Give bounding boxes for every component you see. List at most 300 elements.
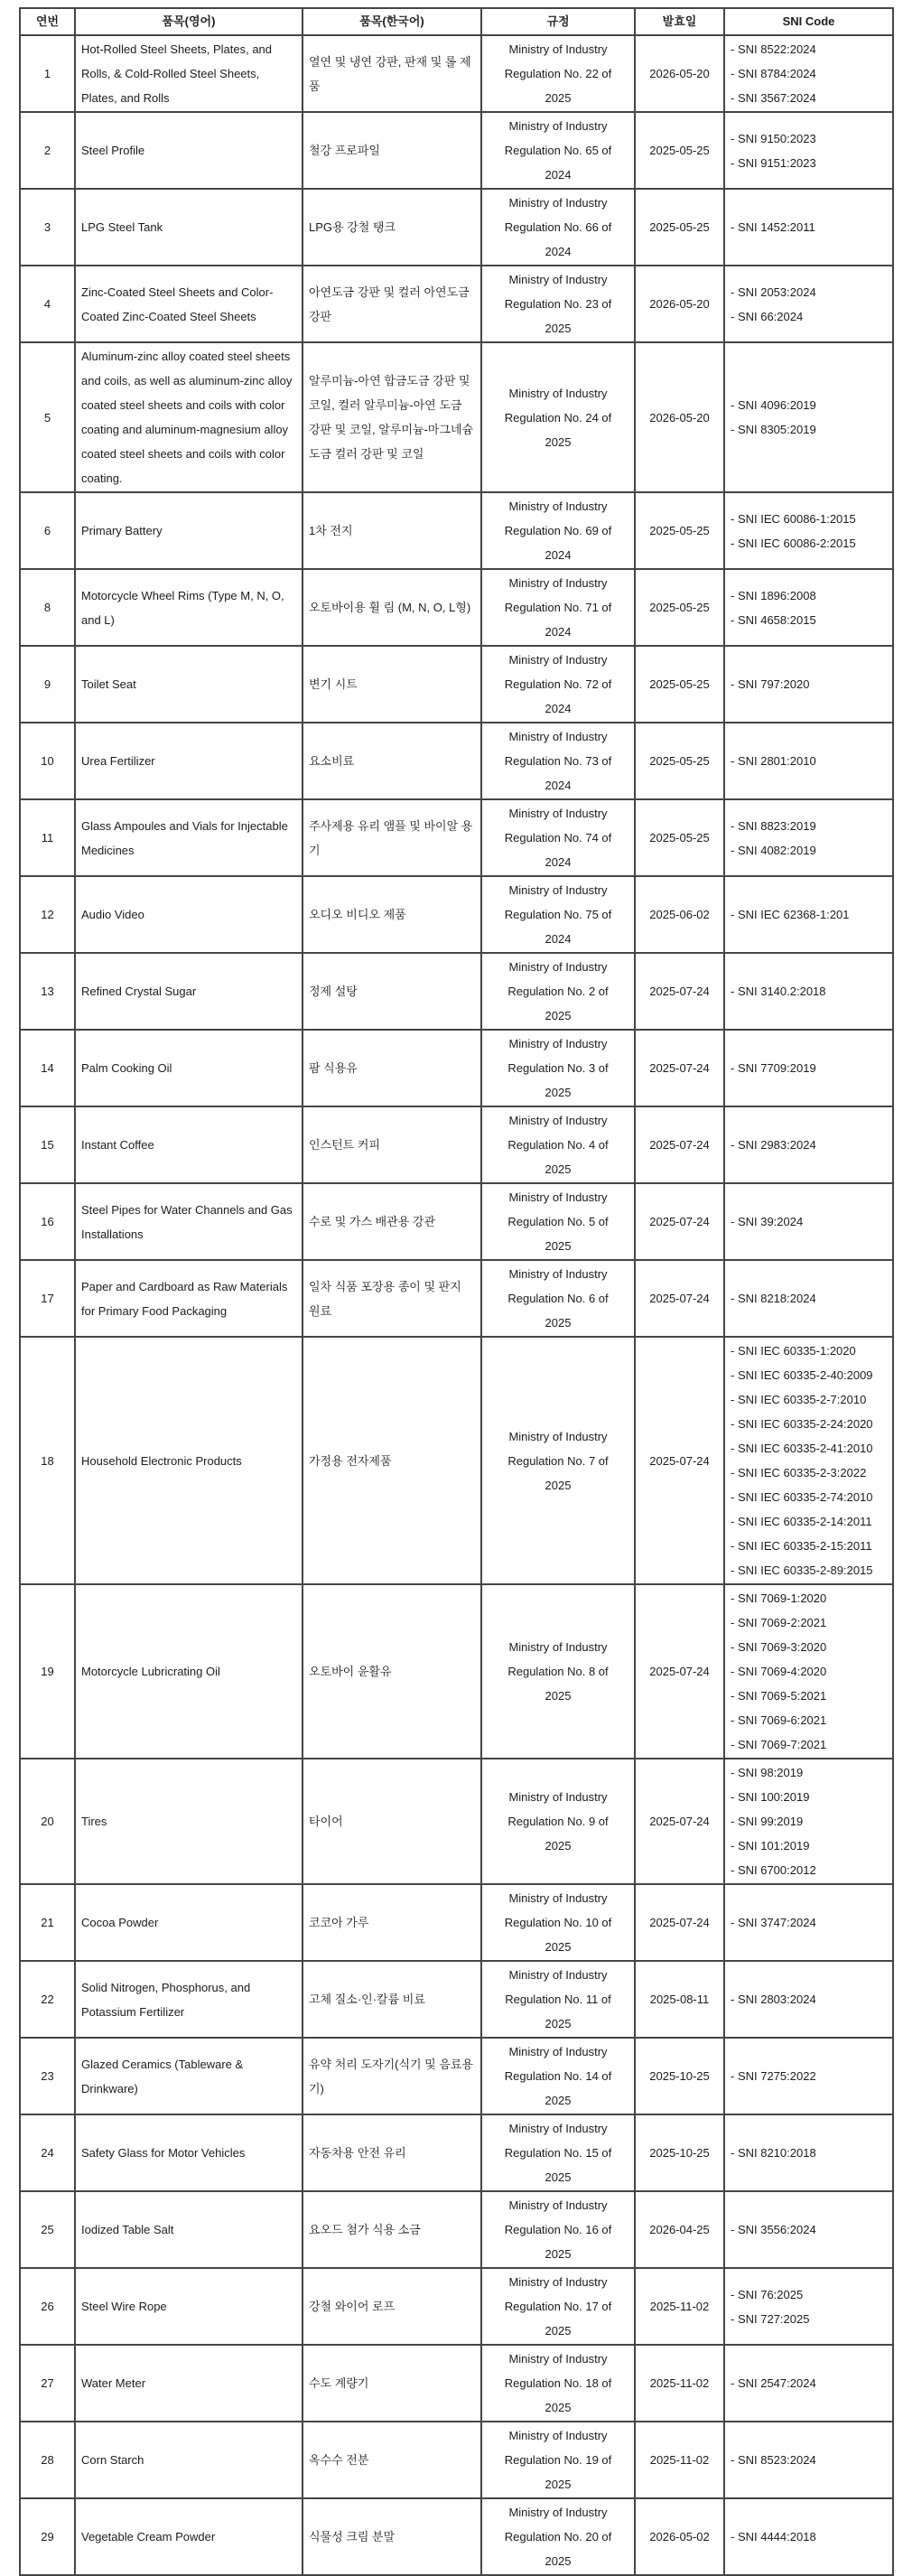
cell-effective-date: 2025-11-02	[635, 2268, 724, 2345]
table-row	[20, 2191, 893, 2268]
cell-sni-codes-line: - SNI 7069-5:2021	[731, 1689, 827, 1703]
cell-effective-date: 2025-05-25	[635, 112, 724, 189]
cell-regulation	[481, 876, 635, 953]
cell-sni-codes-line: - SNI 8784:2024	[731, 67, 816, 80]
cell-regulation-line: Regulation No. 24 of	[504, 410, 612, 425]
cell-number: 3	[20, 189, 75, 266]
cell-effective-date: 2025-05-25	[635, 646, 724, 723]
cell-regulation-line: 2025	[545, 2247, 572, 2261]
cell-item-english: Aluminum-zinc alloy coated steel sheets and coils, as well as aluminum-zinc alloy coated steel sheets and coils with color coating and aluminum-magnesium alloy coated steel sheets and coils with color coating.	[75, 342, 303, 492]
cell-item-korean: LPG용 강철 탱크	[303, 189, 481, 266]
cell-effective-date: 2025-05-25	[635, 799, 724, 876]
cell-sni-codes-line: - SNI 7069-3:2020	[731, 1640, 827, 1654]
cell-number: 21	[20, 1884, 75, 1961]
cell-item-english: Tires	[75, 1759, 303, 1884]
cell-sni-codes-line: - SNI 7709:2019	[731, 1061, 816, 1075]
cell-regulation-line: Regulation No. 4 of	[507, 1138, 609, 1152]
cell-regulation-line: Regulation No. 5 of	[507, 1215, 609, 1228]
table-row	[20, 342, 893, 492]
cell-effective-date: 2025-05-25	[635, 492, 724, 569]
cell-sni-codes	[724, 799, 893, 876]
table-row	[20, 112, 893, 189]
cell-regulation-line: 2025	[545, 1689, 572, 1703]
cell-number: 16	[20, 1183, 75, 1260]
cell-regulation-line: Regulation No. 23 of	[504, 297, 612, 311]
table-row	[20, 1584, 893, 1759]
col-header-item-en: 품목(영어)	[75, 8, 303, 35]
cell-sni-codes	[724, 112, 893, 189]
cell-regulation-line: Ministry of Industry	[508, 883, 608, 897]
cell-regulation	[481, 953, 635, 1030]
cell-item-korean: 변기 시트	[303, 646, 481, 723]
table-row	[20, 266, 893, 342]
cell-regulation-line: 2025	[545, 1162, 572, 1176]
cell-regulation-line: 2025	[545, 1940, 572, 1954]
cell-regulation-line: Regulation No. 20 of	[504, 2530, 612, 2543]
cell-regulation-line: Ministry of Industry	[508, 119, 608, 133]
cell-regulation	[481, 2498, 635, 2575]
cell-sni-codes-line: - SNI IEC 60335-2-24:2020	[731, 1417, 873, 1431]
cell-effective-date: 2025-05-25	[635, 569, 724, 646]
cell-regulation-line: Regulation No. 75 of	[504, 908, 612, 921]
cell-sni-codes-line: - SNI IEC 60335-2-40:2009	[731, 1368, 873, 1382]
cell-item-english: Audio Video	[75, 876, 303, 953]
cell-item-korean: 오토바이 윤활유	[303, 1584, 481, 1759]
cell-sni-codes-line: - SNI IEC 60335-2-41:2010	[731, 1442, 873, 1455]
cell-sni-codes	[724, 492, 893, 569]
cell-regulation-line: Regulation No. 66 of	[504, 220, 612, 234]
col-header-item-ko: 품목(한국어)	[303, 8, 481, 35]
cell-item-english: Iodized Table Salt	[75, 2191, 303, 2268]
cell-sni-codes-line: - SNI 7069-2:2021	[731, 1616, 827, 1629]
cell-effective-date: 2025-07-24	[635, 953, 724, 1030]
cell-effective-date: 2025-11-02	[635, 2345, 724, 2422]
cell-regulation	[481, 2114, 635, 2191]
table-row	[20, 1260, 893, 1337]
cell-regulation-line: 2025	[545, 2094, 572, 2107]
cell-sni-codes-line: - SNI 2801:2010	[731, 754, 816, 768]
cell-sni-codes-line: - SNI 3140.2:2018	[731, 985, 826, 998]
cell-item-english: Steel Profile	[75, 112, 303, 189]
cell-effective-date: 2025-07-24	[635, 1106, 724, 1183]
cell-effective-date: 2025-08-11	[635, 1961, 724, 2038]
cell-item-english: Vegetable Cream Powder	[75, 2498, 303, 2575]
cell-sni-codes	[724, 2114, 893, 2191]
cell-item-korean: 오토바이용 휠 림 (M, N, O, L형)	[303, 569, 481, 646]
cell-regulation	[481, 1584, 635, 1759]
cell-regulation-line: 2024	[545, 932, 572, 946]
cell-sni-codes-line: - SNI 4096:2019	[731, 398, 816, 412]
table-row	[20, 646, 893, 723]
table-row	[20, 953, 893, 1030]
cell-effective-date: 2025-07-24	[635, 1260, 724, 1337]
cell-regulation-line: 2025	[545, 2554, 572, 2568]
cell-sni-codes-line: - SNI 8218:2024	[731, 1292, 816, 1305]
cell-item-english: Zinc-Coated Steel Sheets and Color-Coated Zinc-Coated Steel Sheets	[75, 266, 303, 342]
cell-regulation-line: 2025	[545, 2401, 572, 2414]
cell-regulation-line: Regulation No. 2 of	[507, 985, 609, 998]
cell-item-english: Water Meter	[75, 2345, 303, 2422]
cell-sni-codes	[724, 1961, 893, 2038]
cell-sni-codes-line: - SNI IEC 60335-2-15:2011	[731, 1539, 872, 1553]
cell-regulation	[481, 1106, 635, 1183]
cell-regulation-line: Regulation No. 10 of	[504, 1916, 612, 1929]
cell-item-english: Glass Ampoules and Vials for Injectable Medicines	[75, 799, 303, 876]
cell-item-korean: 알루미늄-아연 합금도금 강판 및 코일, 컬러 알루미늄-아연 도금 강판 및 코일, 알루미늄-마그네슘 도금 컬러 강판 및 코일	[303, 342, 481, 492]
cell-item-korean: 팜 식용유	[303, 1030, 481, 1106]
cell-sni-codes-line: - SNI IEC 62368-1:201	[731, 908, 850, 921]
cell-sni-codes-line: - SNI IEC 60086-1:2015	[731, 511, 856, 526]
cell-regulation	[481, 1030, 635, 1106]
cell-sni-codes	[724, 2422, 893, 2498]
cell-regulation-line: Ministry of Industry	[508, 960, 608, 974]
col-header-regulation: 규정	[481, 8, 635, 35]
cell-sni-codes-line: - SNI 76:2025	[731, 2287, 804, 2301]
cell-item-korean: 철강 프로파일	[303, 112, 481, 189]
cell-sni-codes-line: - SNI 6700:2012	[731, 1863, 816, 1877]
cell-regulation-line: Ministry of Industry	[508, 2122, 608, 2135]
cell-sni-codes-line: - SNI 9151:2023	[731, 155, 816, 170]
cell-sni-codes-line: - SNI 2983:2024	[731, 1138, 816, 1152]
cell-number: 10	[20, 723, 75, 799]
table-row	[20, 1884, 893, 1961]
cell-item-korean: 식물성 크림 분말	[303, 2498, 481, 2575]
cell-sni-codes-line: - SNI 39:2024	[731, 1215, 804, 1228]
cell-item-korean: 타이어	[303, 1759, 481, 1884]
cell-regulation-line: Ministry of Industry	[508, 653, 608, 667]
cell-sni-codes-line: - SNI 8305:2019	[731, 423, 816, 436]
cell-regulation-line: 2025	[545, 1839, 572, 1853]
col-header-sni-code: SNI Code	[724, 8, 893, 35]
cell-regulation-line: 2025	[545, 2478, 572, 2491]
cell-regulation-line: Ministry of Industry	[508, 386, 608, 400]
table-row	[20, 2422, 893, 2498]
cell-effective-date: 2025-07-24	[635, 1584, 724, 1759]
cell-item-english: Urea Fertilizer	[75, 723, 303, 799]
cell-regulation-line: 2024	[545, 625, 572, 639]
cell-regulation-line: Ministry of Industry	[508, 42, 608, 56]
cell-effective-date: 2026-04-25	[635, 2191, 724, 2268]
cell-item-english: Motorcycle Wheel Rims (Type M, N, O, and L)	[75, 569, 303, 646]
cell-number: 27	[20, 2345, 75, 2422]
cell-regulation-line: Ministry of Industry	[508, 1267, 608, 1281]
cell-regulation-line: Ministry of Industry	[508, 1190, 608, 1204]
cell-number: 11	[20, 799, 75, 876]
cell-regulation-line: Regulation No. 69 of	[504, 524, 612, 537]
cell-item-korean: 가정용 전자제품	[303, 1337, 481, 1584]
cell-regulation-line: Regulation No. 11 of	[505, 1993, 611, 2006]
cell-effective-date: 2025-11-02	[635, 2422, 724, 2498]
cell-item-korean: 1차 전지	[303, 492, 481, 569]
cell-regulation	[481, 189, 635, 266]
cell-regulation-line: Ministry of Industry	[508, 1891, 608, 1905]
cell-regulation-line: 2024	[545, 245, 572, 258]
table-row	[20, 876, 893, 953]
cell-item-korean: 수도 계량기	[303, 2345, 481, 2422]
cell-item-korean: 강철 와이어 로프	[303, 2268, 481, 2345]
cell-regulation	[481, 112, 635, 189]
cell-sni-codes-line: - SNI IEC 60335-2-3:2022	[731, 1466, 867, 1479]
cell-item-korean: 오디오 비디오 제품	[303, 876, 481, 953]
cell-regulation-line: 2025	[545, 322, 572, 335]
cell-effective-date: 2025-07-24	[635, 1759, 724, 1884]
cell-sni-codes	[724, 1183, 893, 1260]
cell-regulation-line: Regulation No. 7 of	[507, 1453, 609, 1468]
cell-regulation	[481, 799, 635, 876]
cell-sni-codes-line: - SNI 7069-6:2021	[731, 1713, 827, 1727]
cell-regulation-line: 2024	[545, 779, 572, 792]
cell-regulation-line: Ministry of Industry	[508, 2275, 608, 2289]
cell-regulation-line: Regulation No. 17 of	[504, 2300, 612, 2313]
cell-regulation-line: Regulation No. 16 of	[504, 2223, 612, 2236]
cell-item-korean: 코코아 가루	[303, 1884, 481, 1961]
table-row	[20, 1106, 893, 1183]
cell-item-english: Steel Pipes for Water Channels and Gas Installations	[75, 1183, 303, 1260]
cell-sni-codes-line: - SNI 7069-4:2020	[731, 1665, 827, 1678]
cell-sni-codes	[724, 2038, 893, 2114]
cell-regulation-line: Regulation No. 65 of	[504, 144, 612, 157]
cell-effective-date: 2025-10-25	[635, 2038, 724, 2114]
cell-regulation-line: Ministry of Industry	[508, 499, 608, 513]
table-row	[20, 189, 893, 266]
cell-item-korean: 요소비료	[303, 723, 481, 799]
cell-regulation	[481, 1884, 635, 1961]
cell-sni-codes-line: - SNI 99:2019	[731, 1815, 804, 1828]
cell-regulation-line: 2025	[545, 1478, 572, 1492]
cell-number: 28	[20, 2422, 75, 2498]
cell-regulation-line: 2025	[545, 434, 572, 449]
cell-sni-codes	[724, 646, 893, 723]
cell-regulation-line: Ministry of Industry	[508, 2506, 608, 2519]
cell-regulation-line: Regulation No. 15 of	[504, 2146, 612, 2160]
cell-regulation-line: 2025	[545, 1239, 572, 1253]
cell-regulation	[481, 1183, 635, 1260]
cell-regulation-line: Regulation No. 71 of	[504, 601, 612, 614]
cell-regulation-line: 2025	[545, 1316, 572, 1330]
cell-regulation-line: Ministry of Industry	[508, 1037, 608, 1050]
table-row	[20, 569, 893, 646]
cell-regulation	[481, 1759, 635, 1884]
cell-number: 1	[20, 35, 75, 112]
cell-sni-codes-line: - SNI 98:2019	[731, 1766, 804, 1779]
cell-regulation-line: Regulation No. 74 of	[504, 831, 612, 845]
cell-sni-codes	[724, 1337, 893, 1584]
cell-effective-date: 2026-05-20	[635, 342, 724, 492]
cell-regulation-line: Regulation No. 3 of	[507, 1061, 609, 1075]
cell-regulation	[481, 1337, 635, 1584]
cell-item-english: Corn Starch	[75, 2422, 303, 2498]
cell-item-english: Palm Cooking Oil	[75, 1030, 303, 1106]
cell-sni-codes-line: - SNI 66:2024	[731, 309, 804, 323]
cell-regulation-line: Ministry of Industry	[508, 2045, 608, 2058]
cell-regulation-line: Regulation No. 9 of	[507, 1815, 609, 1828]
cell-regulation-line: Regulation No. 18 of	[504, 2376, 612, 2390]
cell-number: 12	[20, 876, 75, 953]
cell-item-korean: 주사제용 유리 앰플 및 바이알 용기	[303, 799, 481, 876]
cell-item-korean: 자동차용 안전 유리	[303, 2114, 481, 2191]
cell-sni-codes-line: - SNI 3556:2024	[731, 2223, 816, 2236]
cell-sni-codes	[724, 953, 893, 1030]
col-header-no: 연번	[20, 8, 75, 35]
cell-item-korean: 유약 처리 도자기(식기 및 음료용기)	[303, 2038, 481, 2114]
cell-sni-codes-line: - SNI 8522:2024	[731, 42, 816, 56]
table-row	[20, 2268, 893, 2345]
cell-number: 14	[20, 1030, 75, 1106]
cell-regulation-line: Ministry of Industry	[508, 1968, 608, 1982]
cell-item-english: Cocoa Powder	[75, 1884, 303, 1961]
cell-item-english: Household Electronic Products	[75, 1337, 303, 1584]
cell-regulation	[481, 569, 635, 646]
cell-regulation	[481, 266, 635, 342]
cell-sni-codes	[724, 1106, 893, 1183]
cell-item-korean: 열연 및 냉연 강판, 판재 및 롤 제품	[303, 35, 481, 112]
cell-effective-date: 2025-07-24	[635, 1183, 724, 1260]
cell-regulation	[481, 1961, 635, 2038]
cell-sni-codes	[724, 876, 893, 953]
cell-number: 23	[20, 2038, 75, 2114]
cell-regulation-line: 2024	[545, 702, 572, 715]
table-row	[20, 723, 893, 799]
cell-number: 18	[20, 1337, 75, 1584]
col-header-effective-date: 발효일	[635, 8, 724, 35]
cell-sni-codes	[724, 2345, 893, 2422]
cell-item-english: Primary Battery	[75, 492, 303, 569]
table-row	[20, 1759, 893, 1884]
cell-regulation-line: Regulation No. 73 of	[504, 754, 612, 768]
cell-regulation-line: Ministry of Industry	[508, 196, 608, 210]
cell-effective-date: 2026-05-20	[635, 266, 724, 342]
cell-number: 13	[20, 953, 75, 1030]
cell-sni-codes	[724, 1884, 893, 1961]
cell-regulation-line: Ministry of Industry	[508, 730, 608, 743]
cell-sni-codes-line: - SNI 101:2019	[731, 1839, 810, 1853]
cell-regulation	[481, 2191, 635, 2268]
cell-regulation	[481, 723, 635, 799]
table-row	[20, 1961, 893, 2038]
cell-number: 2	[20, 112, 75, 189]
cell-sni-codes-line: - SNI 7069-7:2021	[731, 1738, 827, 1751]
cell-regulation-line: Ministry of Industry	[508, 576, 608, 590]
cell-sni-codes	[724, 2268, 893, 2345]
table-row	[20, 1030, 893, 1106]
cell-regulation	[481, 2422, 635, 2498]
cell-regulation-line: 2024	[545, 855, 572, 869]
cell-regulation-line: Ministry of Industry	[508, 1114, 608, 1127]
cell-regulation-line: Regulation No. 6 of	[507, 1292, 609, 1305]
cell-item-english: Instant Coffee	[75, 1106, 303, 1183]
table-row	[20, 2038, 893, 2114]
cell-regulation-line: Regulation No. 14 of	[504, 2069, 612, 2083]
cell-sni-codes-line: - SNI IEC 60086-2:2015	[731, 536, 856, 550]
cell-regulation-line: 2025	[545, 91, 572, 105]
cell-sni-codes	[724, 2191, 893, 2268]
cell-sni-codes-line: - SNI 3747:2024	[731, 1916, 816, 1929]
cell-regulation-line: Regulation No. 22 of	[504, 67, 612, 80]
cell-sni-codes-line: - SNI 2547:2024	[731, 2376, 816, 2390]
cell-effective-date: 2025-06-02	[635, 876, 724, 953]
table-row	[20, 2345, 893, 2422]
cell-number: 8	[20, 569, 75, 646]
cell-regulation-line: Ministry of Industry	[508, 2352, 608, 2366]
cell-regulation-line: Regulation No. 8 of	[507, 1665, 609, 1678]
cell-sni-codes-line: - SNI 1896:2008	[731, 588, 816, 602]
cell-sni-codes-line: - SNI 797:2020	[731, 677, 810, 691]
cell-sni-codes	[724, 266, 893, 342]
cell-number: 4	[20, 266, 75, 342]
cell-effective-date: 2025-07-24	[635, 1884, 724, 1961]
cell-item-english: Glazed Ceramics (Tableware & Drinkware)	[75, 2038, 303, 2114]
cell-sni-codes-line: - SNI IEC 60335-2-89:2015	[731, 1563, 873, 1577]
cell-regulation-line: Ministry of Industry	[508, 807, 608, 820]
cell-sni-codes-line: - SNI 4658:2015	[731, 612, 816, 627]
table-row	[20, 2114, 893, 2191]
cell-item-korean: 일차 식품 포장용 종이 및 판지 원료	[303, 1260, 481, 1337]
cell-regulation-line: Regulation No. 72 of	[504, 677, 612, 691]
cell-item-english: Steel Wire Rope	[75, 2268, 303, 2345]
cell-sni-codes	[724, 569, 893, 646]
cell-sni-codes	[724, 723, 893, 799]
cell-regulation	[481, 646, 635, 723]
cell-sni-codes	[724, 1030, 893, 1106]
cell-regulation-line: Ministry of Industry	[508, 2198, 608, 2212]
cell-regulation-line: Ministry of Industry	[508, 273, 608, 286]
table-row	[20, 2498, 893, 2575]
cell-effective-date: 2026-05-20	[635, 35, 724, 112]
cell-item-english: Refined Crystal Sugar	[75, 953, 303, 1030]
cell-regulation-line: Ministry of Industry	[508, 1790, 608, 1804]
cell-sni-codes-line: - SNI 4444:2018	[731, 2530, 816, 2543]
cell-regulation-line: 2025	[545, 2170, 572, 2184]
cell-sni-codes	[724, 35, 893, 112]
cell-number: 26	[20, 2268, 75, 2345]
cell-item-english: Solid Nitrogen, Phosphorus, and Potassium Fertilizer	[75, 1961, 303, 2038]
cell-number: 9	[20, 646, 75, 723]
cell-item-english: LPG Steel Tank	[75, 189, 303, 266]
sni-regulation-table	[19, 7, 894, 2576]
cell-regulation	[481, 342, 635, 492]
cell-regulation	[481, 2268, 635, 2345]
cell-item-korean: 옥수수 전분	[303, 2422, 481, 2498]
cell-sni-codes	[724, 2498, 893, 2575]
cell-regulation	[481, 1260, 635, 1337]
cell-regulation-line: 2025	[545, 1086, 572, 1099]
cell-number: 25	[20, 2191, 75, 2268]
cell-regulation	[481, 2038, 635, 2114]
cell-regulation-line: 2025	[545, 1009, 572, 1022]
cell-item-korean: 아연도금 강판 및 컬러 아연도금 강판	[303, 266, 481, 342]
cell-sni-codes-line: - SNI 4082:2019	[731, 843, 816, 857]
cell-sni-codes-line: - SNI IEC 60335-1:2020	[731, 1344, 856, 1358]
cell-number: 24	[20, 2114, 75, 2191]
cell-regulation-line: Ministry of Industry	[508, 1640, 608, 1654]
cell-effective-date: 2025-05-25	[635, 723, 724, 799]
cell-number: 15	[20, 1106, 75, 1183]
cell-number: 17	[20, 1260, 75, 1337]
table-row	[20, 492, 893, 569]
cell-sni-codes-line: - SNI 2803:2024	[731, 1993, 816, 2006]
cell-regulation-line: 2024	[545, 168, 572, 182]
cell-item-korean: 고체 질소·인·칼륨 비료	[303, 1961, 481, 2038]
cell-effective-date: 2025-07-24	[635, 1030, 724, 1106]
cell-regulation-line: Ministry of Industry	[508, 2429, 608, 2442]
cell-sni-codes-line: - SNI IEC 60335-2-14:2011	[731, 1515, 872, 1528]
cell-item-english: Paper and Cardboard as Raw Materials for Primary Food Packaging	[75, 1260, 303, 1337]
cell-sni-codes-line: - SNI 7275:2022	[731, 2069, 816, 2083]
cell-sni-codes-line: - SNI 3567:2024	[731, 91, 816, 105]
cell-item-english: Safety Glass for Motor Vehicles	[75, 2114, 303, 2191]
cell-sni-codes	[724, 1260, 893, 1337]
cell-regulation-line: 2025	[545, 2017, 572, 2030]
